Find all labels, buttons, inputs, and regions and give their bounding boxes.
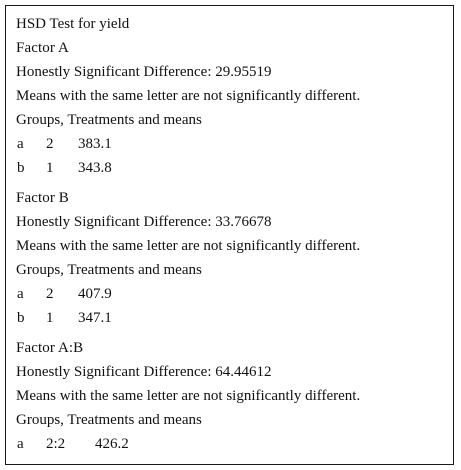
group-letter: b xyxy=(17,160,25,176)
section-factor-a xyxy=(16,36,447,180)
groups-header: Groups, Treatments and means xyxy=(16,412,202,428)
group-row xyxy=(16,156,447,180)
significance-note: Means with the same letter are not significantly different. xyxy=(16,388,361,404)
hsd-output xyxy=(16,12,447,456)
group-letter: a xyxy=(17,436,24,452)
treatment: 2 xyxy=(46,136,54,152)
mean-value: 347.1 xyxy=(78,310,112,326)
group-letter: a xyxy=(17,286,24,302)
output-title: HSD Test for yield xyxy=(16,16,130,32)
section-heading: Factor A xyxy=(16,40,69,56)
section-factor-b xyxy=(16,186,447,330)
section-heading: Factor A:B xyxy=(16,340,84,356)
hsd-value: Honestly Significant Difference: 33.76678 xyxy=(16,214,272,230)
group-letter: b xyxy=(17,310,25,326)
group-row xyxy=(16,282,447,306)
group-row xyxy=(16,132,447,156)
significance-note: Means with the same letter are not significantly different. xyxy=(16,88,361,104)
mean-value: 383.1 xyxy=(78,136,112,152)
group-letter: a xyxy=(17,136,24,152)
mean-value: 426.2 xyxy=(95,436,129,452)
group-row xyxy=(16,432,447,456)
groups-header: Groups, Treatments and means xyxy=(16,262,202,278)
section-factor-ab xyxy=(16,336,447,456)
groups-header: Groups, Treatments and means xyxy=(16,112,202,128)
treatment: 1 xyxy=(46,160,54,176)
mean-value: 343.8 xyxy=(78,160,112,176)
treatment: 1 xyxy=(46,310,54,326)
group-row xyxy=(16,306,447,330)
hsd-value: Honestly Significant Difference: 29.95519 xyxy=(16,64,272,80)
mean-value: 407.9 xyxy=(78,286,112,302)
treatment: 2 xyxy=(46,286,54,302)
treatment: 2:2 xyxy=(46,436,66,452)
output-frame xyxy=(5,5,454,465)
section-heading: Factor B xyxy=(16,190,69,206)
hsd-value: Honestly Significant Difference: 64.44612 xyxy=(16,364,272,380)
significance-note: Means with the same letter are not significantly different. xyxy=(16,238,361,254)
